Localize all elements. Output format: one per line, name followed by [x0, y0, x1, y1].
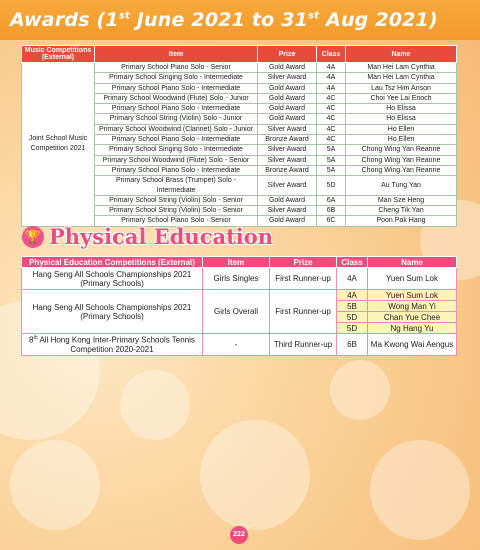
- name-cell: Ng Hang Yu: [368, 323, 457, 334]
- item-cell: Primary School Piano Solo - Intermediate: [95, 83, 258, 93]
- column-header: Item: [203, 257, 270, 268]
- item-cell: Primary School Brass (Trumpet) Solo - Intermediate: [95, 176, 258, 196]
- trophy-icon: 🏆: [22, 226, 44, 248]
- table-row: [22, 290, 457, 301]
- item-cell: Primary School Singing Solo - Intermediate: [95, 73, 258, 83]
- name-cell: Chan Yue Chee: [368, 312, 457, 323]
- column-header: Music Competitions (External): [22, 46, 95, 63]
- item-cell: Primary School String (Violin) Solo - Senior: [95, 195, 258, 205]
- name-cell: Chong Wing Yan Reanne: [346, 155, 457, 165]
- name-cell: Ho Elissa: [346, 114, 457, 124]
- prize-cell: Silver Award: [258, 176, 317, 196]
- class-cell: 4C: [317, 114, 346, 124]
- item-cell: Primary School Singing Solo - Intermediate: [95, 145, 258, 155]
- prize-cell: Gold Award: [258, 63, 317, 73]
- category-cell: Joint School Music Competition 2021: [22, 63, 95, 227]
- class-cell: 4C: [317, 93, 346, 103]
- competition-cell: Hang Seng All Schools Championships 2021 (Primary Schools): [22, 290, 203, 334]
- item-cell: Primary School Woodwind (Clarinet) Solo - Junior: [95, 124, 258, 134]
- table-header-row: [22, 46, 457, 63]
- name-cell: Ho Elissa: [346, 104, 457, 114]
- name-cell: Au Tung Yan: [346, 176, 457, 196]
- bokeh-decoration: [120, 370, 190, 440]
- class-cell: 5A: [317, 145, 346, 155]
- class-cell: 6C: [317, 216, 346, 226]
- class-cell: 4C: [317, 135, 346, 145]
- table-row: [22, 334, 457, 356]
- name-cell: Wong Man Yi: [368, 301, 457, 312]
- bokeh-decoration: [10, 440, 100, 530]
- name-cell: Chong Wing Yan Reanne: [346, 165, 457, 175]
- class-cell: 5B: [337, 301, 368, 312]
- prize-cell: Bronze Award: [258, 165, 317, 175]
- name-cell: Man Hei Lam Cynthia: [346, 63, 457, 73]
- name-cell: Chong Wing Yan Reanne: [346, 145, 457, 155]
- item-cell: Primary School Woodwind (Flute) Solo - Junior: [95, 93, 258, 103]
- prize-cell: Silver Award: [258, 73, 317, 83]
- name-cell: Man Sze Heng: [346, 195, 457, 205]
- name-cell: Ma Kwong Wai Aengus: [368, 334, 457, 356]
- column-header: Name: [346, 46, 457, 63]
- section-title: Physical Education: [49, 224, 274, 249]
- item-cell: Primary School Woodwind (Flute) Solo - Senior: [95, 155, 258, 165]
- column-header: Name: [368, 257, 457, 268]
- table-header-row: [22, 257, 457, 268]
- class-cell: 5A: [317, 165, 346, 175]
- prize-cell: Third Runner-up: [270, 334, 337, 356]
- prize-cell: First Runner-up: [270, 290, 337, 334]
- class-cell: 4C: [317, 124, 346, 134]
- class-cell: 4A: [337, 268, 368, 290]
- name-cell: Yuen Sum Lok: [368, 290, 457, 301]
- item-cell: Primary School String (Violin) Solo - Junior: [95, 114, 258, 124]
- table-row: [22, 268, 457, 290]
- column-header: Physical Education Competitions (External): [22, 257, 203, 268]
- item-cell: Primary School Piano Solo - Intermediate: [95, 165, 258, 175]
- item-cell: Primary School Piano Solo - Intermediate: [95, 104, 258, 114]
- bokeh-decoration: [370, 440, 470, 540]
- class-cell: 4A: [317, 83, 346, 93]
- column-header: Item: [95, 46, 258, 63]
- prize-cell: Silver Award: [258, 206, 317, 216]
- column-header: Class: [337, 257, 368, 268]
- class-cell: 4A: [317, 73, 346, 83]
- name-cell: Ho Ellen: [346, 135, 457, 145]
- class-cell: 4C: [317, 104, 346, 114]
- prize-cell: Gold Award: [258, 114, 317, 124]
- table-row: [22, 63, 457, 73]
- pe-awards-table: [21, 256, 457, 356]
- column-header: Prize: [270, 257, 337, 268]
- prize-cell: Gold Award: [258, 93, 317, 103]
- music-awards-table: [21, 45, 457, 227]
- name-cell: Yuen Sum Lok: [368, 268, 457, 290]
- class-cell: 5D: [317, 176, 346, 196]
- prize-cell: Silver Award: [258, 145, 317, 155]
- class-cell: 5D: [337, 323, 368, 334]
- class-cell: 5A: [317, 155, 346, 165]
- prize-cell: Silver Award: [258, 155, 317, 165]
- page-header: [0, 0, 480, 40]
- page-title: Awards (1st June 2021 to 31st Aug 2021): [10, 9, 438, 31]
- prize-cell: Gold Award: [258, 216, 317, 226]
- page-number: 222: [230, 526, 248, 544]
- name-cell: Ho Ellen: [346, 124, 457, 134]
- bokeh-decoration: [200, 420, 310, 530]
- prize-cell: Gold Award: [258, 104, 317, 114]
- competition-cell: 8th All Hong Kong Inter-Primary Schools Tennis Competition 2020-2021: [22, 334, 203, 356]
- class-cell: 6B: [337, 334, 368, 356]
- prize-cell: Gold Award: [258, 195, 317, 205]
- name-cell: Choi Yee Lai Enoch: [346, 93, 457, 103]
- prize-cell: Gold Award: [258, 83, 317, 93]
- class-cell: 4A: [317, 63, 346, 73]
- name-cell: Cheng Tik Yan: [346, 206, 457, 216]
- item-cell: Primary School Piano Solo - Intermediate: [95, 135, 258, 145]
- class-cell: 6B: [317, 206, 346, 216]
- name-cell: Poon Pak Hang: [346, 216, 457, 226]
- name-cell: Lau Tsz Him Anson: [346, 83, 457, 93]
- class-cell: 4A: [337, 290, 368, 301]
- prize-cell: Bronze Award: [258, 135, 317, 145]
- item-cell: Girls Overall: [203, 290, 270, 334]
- item-cell: Primary School Piano Solo - Senior: [95, 216, 258, 226]
- item-cell: Primary School String (Violin) Solo - Senior: [95, 206, 258, 216]
- item-cell: Girls Singles: [203, 268, 270, 290]
- bokeh-decoration: [330, 360, 390, 420]
- class-cell: 6A: [317, 195, 346, 205]
- competition-cell: Hang Seng All Schools Championships 2021 (Primary Schools): [22, 268, 203, 290]
- name-cell: Man Hei Lam Cynthia: [346, 73, 457, 83]
- prize-cell: Silver Award: [258, 124, 317, 134]
- item-cell: Primary School Piano Solo - Senior: [95, 63, 258, 73]
- column-header: Prize: [258, 46, 317, 63]
- column-header: Class: [317, 46, 346, 63]
- item-cell: -: [203, 334, 270, 356]
- class-cell: 5D: [337, 312, 368, 323]
- prize-cell: First Runner-up: [270, 268, 337, 290]
